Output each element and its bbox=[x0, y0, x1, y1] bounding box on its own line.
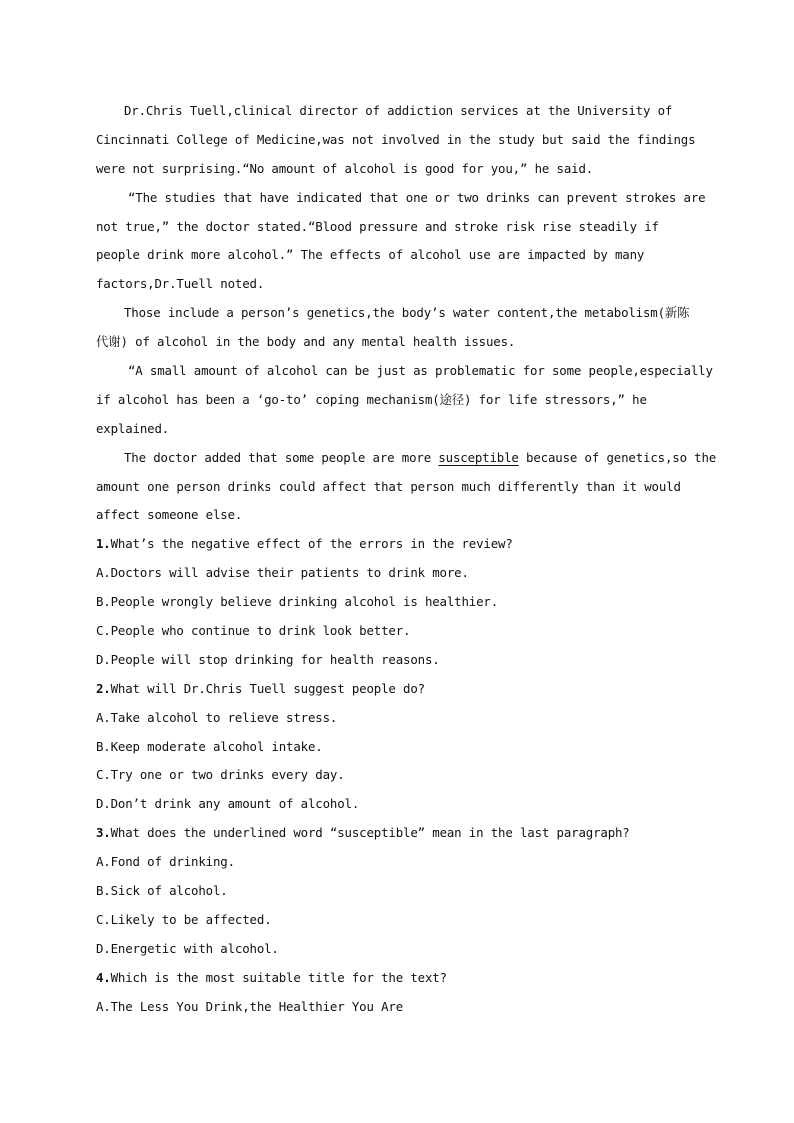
question-2 bbox=[96, 675, 696, 819]
paragraph-line: were not surprising.“No amount of alcohol is good for you,” he said. bbox=[96, 160, 594, 176]
underlined-word: susceptible bbox=[438, 449, 519, 465]
question-1 bbox=[96, 530, 696, 674]
answer-option: A.The Less You Drink,the Healthier You Are bbox=[96, 998, 404, 1014]
text-segment: The doctor added that some people are more bbox=[124, 449, 439, 465]
question-stem bbox=[96, 964, 696, 993]
paragraph-line: Cincinnati College of Medicine,was not involved in the study but said the findings bbox=[96, 131, 696, 147]
question-text: What will Dr.Chris Tuell suggest people do? bbox=[110, 680, 425, 696]
paragraph-line: 代谢) of alcohol in the body and any mental health issues. bbox=[96, 334, 516, 350]
answer-option: C.Likely to be affected. bbox=[96, 911, 272, 927]
paragraph-line: not true,” the doctor stated.“Blood pressure and stroke risk rise steadily if bbox=[96, 218, 659, 234]
text-segment: because of genetics,so the bbox=[518, 449, 717, 465]
question-number: 1. bbox=[96, 536, 111, 552]
paragraph-line: if alcohol has been a ‘go-to’ coping mechanism(途径) for life stressors,” he bbox=[96, 391, 647, 407]
question-number: 2. bbox=[96, 680, 111, 696]
answer-option: B.Sick of alcohol. bbox=[96, 883, 228, 899]
paragraph-line bbox=[96, 444, 717, 473]
paragraph-5 bbox=[96, 444, 717, 531]
answer-option: A.Take alcohol to relieve stress. bbox=[96, 709, 338, 725]
question-number: 4. bbox=[96, 969, 111, 985]
question-text: Which is the most suitable title for the text? bbox=[110, 969, 447, 985]
answer-option: C.People who continue to drink look better. bbox=[96, 623, 411, 639]
paragraph-line: “A small amount of alcohol can be just as problematic for some people,especially bbox=[128, 363, 713, 379]
paragraph-line: Dr.Chris Tuell,clinical director of addiction services at the University of bbox=[124, 103, 673, 118]
answer-option: D.Don’t drink any amount of alcohol. bbox=[96, 796, 360, 812]
answer-option: A.Doctors will advise their patients to drink more. bbox=[96, 565, 469, 581]
paragraph-line: Those include a person’s genetics,the body’s water content,the metabolism(新陈 bbox=[124, 305, 690, 321]
answer-option: B.Keep moderate alcohol intake. bbox=[96, 738, 323, 754]
question-3 bbox=[96, 819, 696, 963]
paragraph-line: amount one person drinks could affect that person much differently than it would bbox=[96, 478, 681, 494]
question-stem bbox=[96, 819, 696, 848]
answer-option: A.Fond of drinking. bbox=[96, 854, 235, 870]
question-4 bbox=[96, 964, 696, 1022]
question-text: What’s the negative effect of the errors in the review? bbox=[110, 536, 513, 552]
question-stem bbox=[96, 530, 696, 559]
paragraph-line: affect someone else. bbox=[96, 507, 243, 523]
paragraph-1 bbox=[96, 97, 696, 184]
paragraph-2 bbox=[96, 184, 706, 300]
paragraph-4 bbox=[96, 357, 713, 444]
question-stem bbox=[96, 675, 696, 704]
question-text: What does the underlined word “susceptible” mean in the last paragraph? bbox=[110, 825, 630, 841]
paragraph-line: explained. bbox=[96, 420, 170, 436]
paragraph-line: people drink more alcohol.” The effects of alcohol use are impacted by many bbox=[96, 247, 645, 263]
paragraph-3 bbox=[96, 299, 696, 357]
question-number: 3. bbox=[96, 825, 111, 841]
answer-option: B.People wrongly believe drinking alcohol is healthier. bbox=[96, 594, 499, 610]
answer-option: D.Energetic with alcohol. bbox=[96, 940, 279, 956]
paragraph-line: “The studies that have indicated that one or two drinks can prevent strokes are bbox=[128, 189, 706, 205]
answer-option: C.Try one or two drinks every day. bbox=[96, 767, 345, 783]
answer-option: D.People will stop drinking for health reasons. bbox=[96, 651, 440, 667]
paragraph-line: factors,Dr.Tuell noted. bbox=[96, 276, 265, 292]
document-page bbox=[96, 97, 717, 1022]
